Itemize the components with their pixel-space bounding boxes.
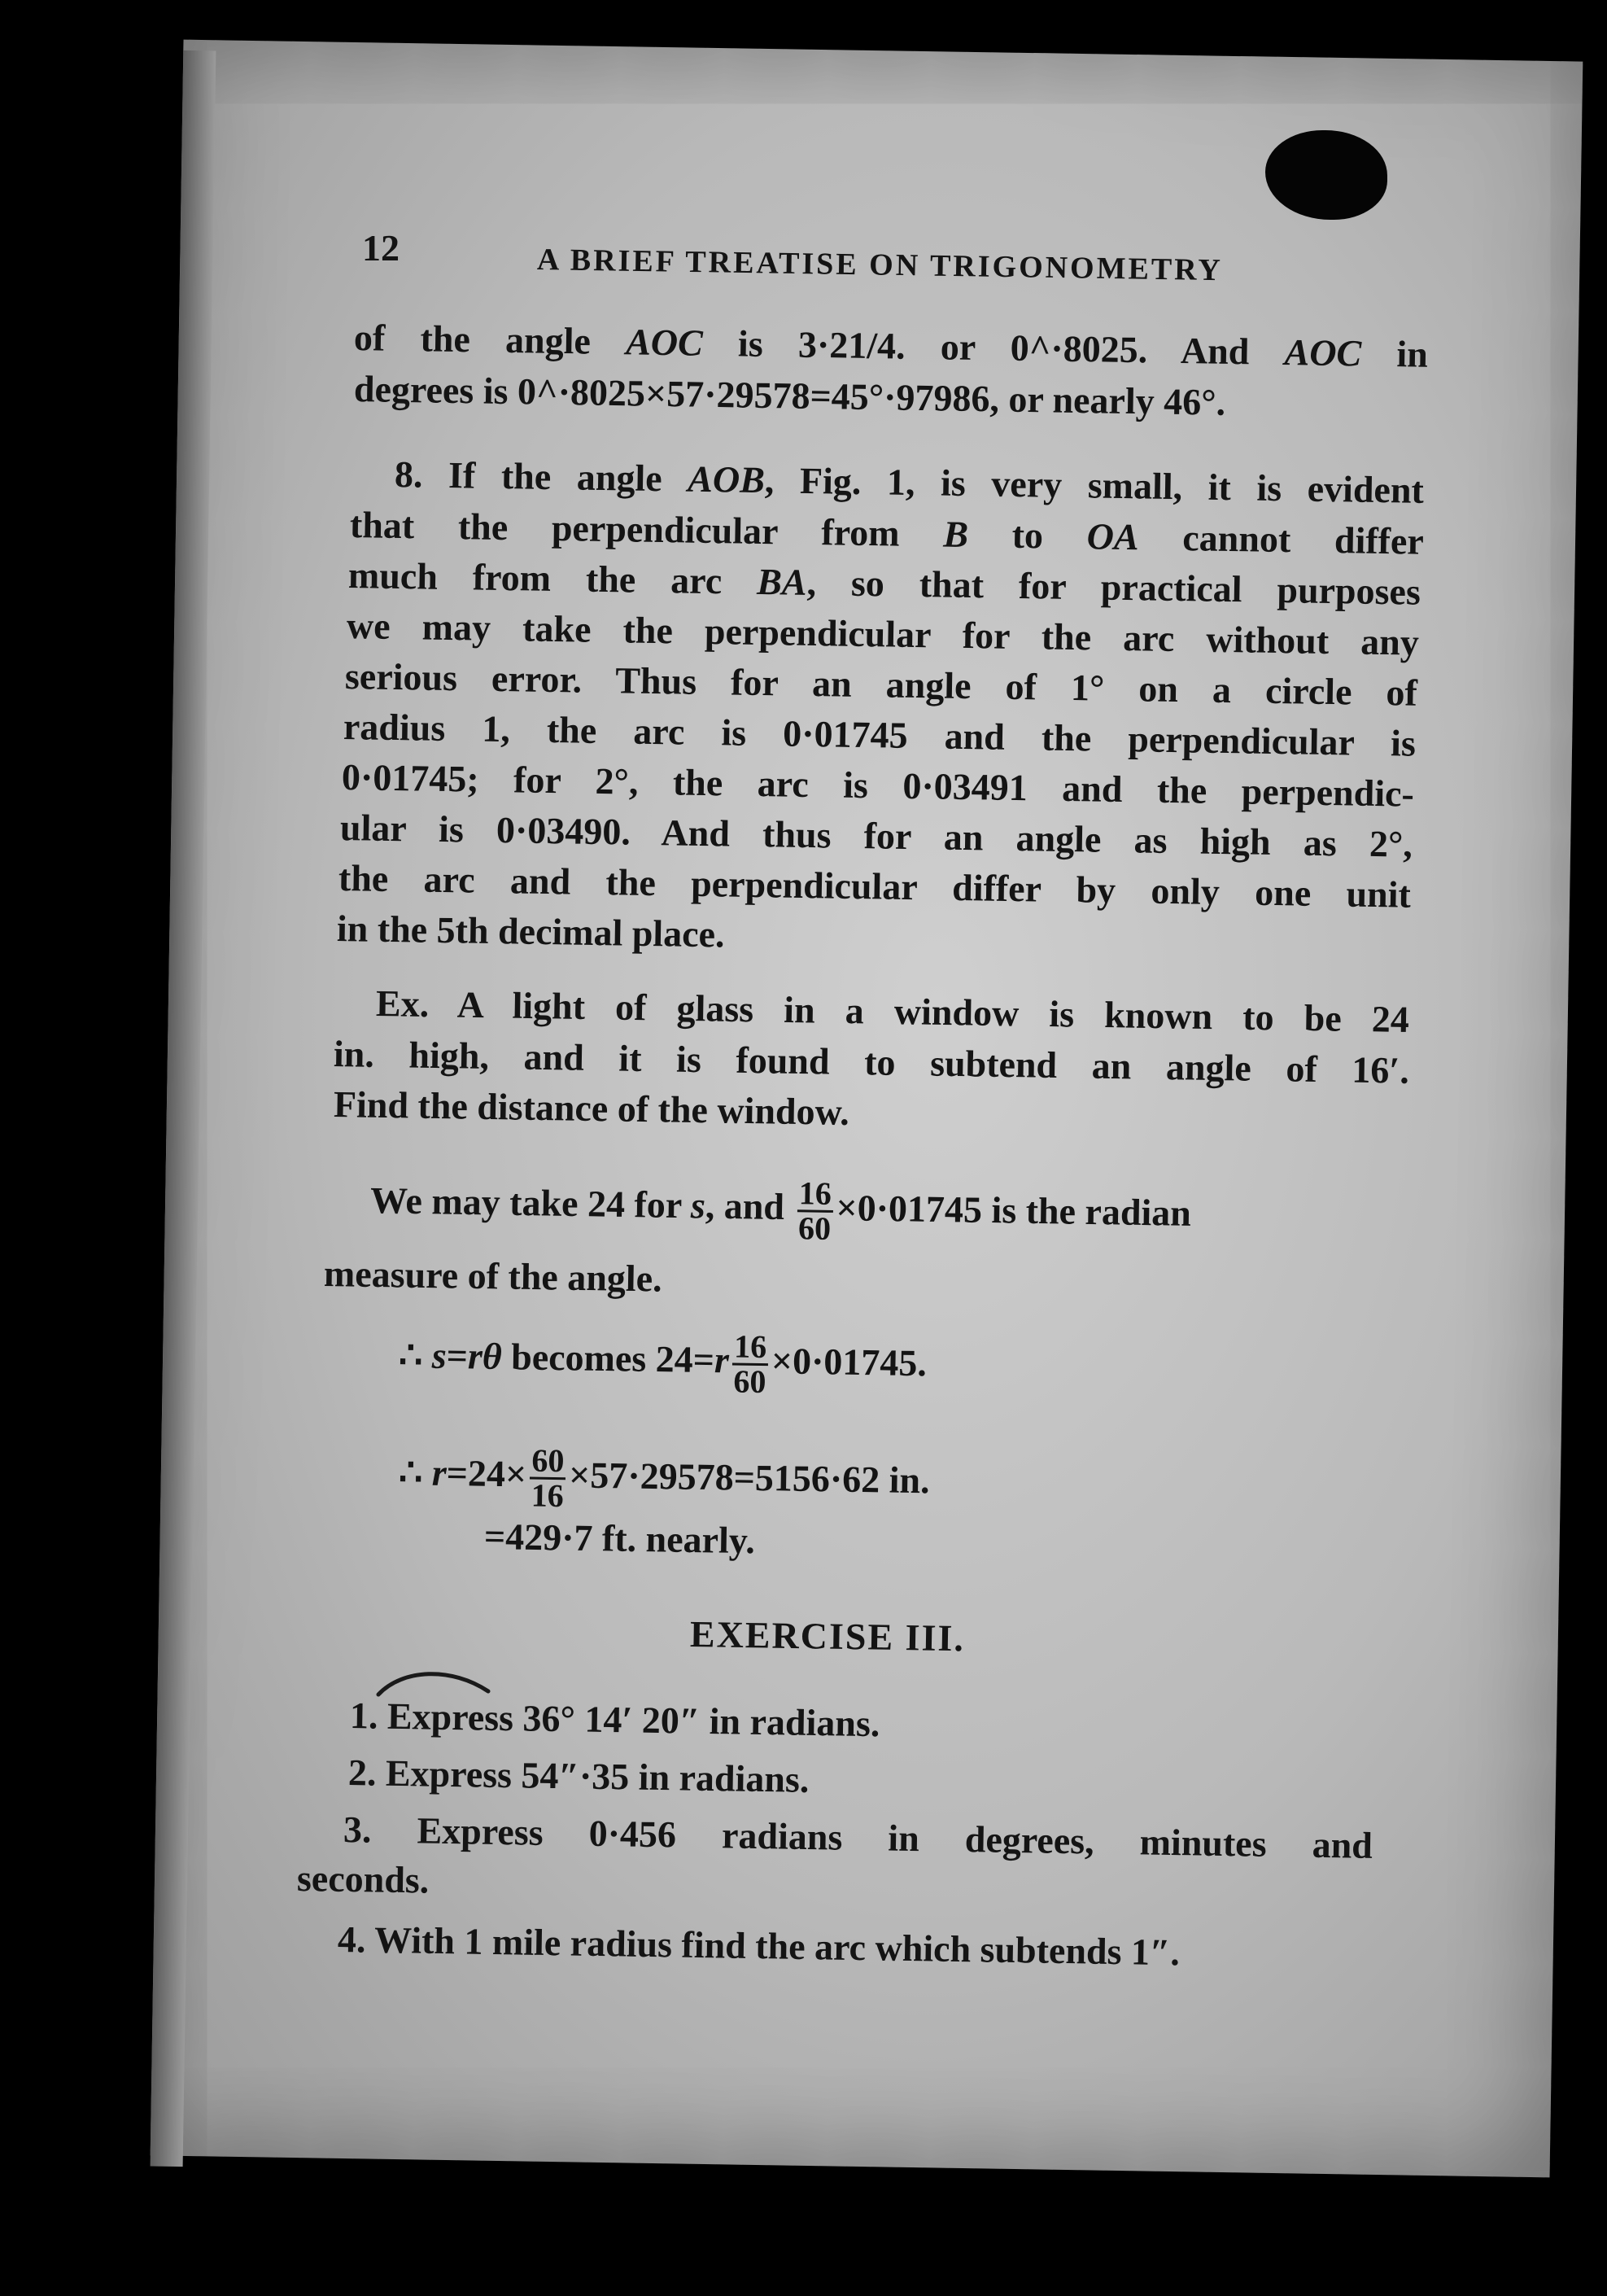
math-var: B xyxy=(942,513,969,555)
text-run: ×57·29578=5156·62 in. xyxy=(568,1454,930,1502)
math-var: OA xyxy=(1086,515,1140,558)
fraction xyxy=(731,1327,768,1401)
math-var: r xyxy=(714,1339,730,1381)
equation-1 xyxy=(398,1325,927,1401)
para8-line-5: serious error. Thus for an angle of 1° on a circle of xyxy=(344,655,1418,714)
math-var: AOC xyxy=(1284,330,1362,374)
math-var: s xyxy=(431,1334,448,1376)
math-var: AOC xyxy=(625,321,704,364)
example-line-1: Ex. A light of glass in a window is known to be 24 xyxy=(375,982,1410,1040)
exercise-item-1: 1. Express 36° 14′ 20″ in radians. xyxy=(349,1695,880,1745)
example-line-3: Find the distance of the window. xyxy=(333,1083,850,1133)
fraction-denominator: 16 xyxy=(531,1476,565,1515)
text-run: , so that for practical purposes xyxy=(806,561,1421,613)
text-run: = xyxy=(446,1334,469,1377)
para8-line-7: 0·01745; for 2°, the arc is 0·03491 and the perpendic- xyxy=(341,756,1415,815)
solution-line-2: measure of the angle. xyxy=(323,1253,662,1300)
example-line-2: in. high, and it is found to subtend an angle of 16′. xyxy=(333,1033,1410,1091)
fraction-numerator: 16 xyxy=(797,1177,833,1213)
text-run: of the angle xyxy=(353,317,627,363)
equation-3: =429·7 ft. nearly. xyxy=(483,1515,756,1562)
text-run: much from the arc xyxy=(347,554,758,602)
text-run: 8. If the angle xyxy=(394,453,688,500)
para8-line-10: in the 5th decimal place. xyxy=(336,907,725,956)
exercise-heading: EXERCISE III. xyxy=(689,1613,966,1660)
text-run: ×0·01745. xyxy=(771,1340,928,1384)
solution-line-1 xyxy=(369,1170,1191,1251)
para8-line-8: ular is 0·03490. And thus for an angle as high as 2°, xyxy=(339,807,1413,865)
fraction xyxy=(529,1441,566,1515)
fraction-denominator: 60 xyxy=(797,1209,832,1247)
text-run: , and xyxy=(705,1184,794,1228)
therefore-symbol: ∴ xyxy=(398,1334,433,1376)
page-number: 12 xyxy=(362,227,400,269)
exercise-item-4: 4. With 1 mile radius find the arc which subtends 1″. xyxy=(337,1918,1181,1974)
para8-line-2 xyxy=(350,506,1425,561)
math-var: rθ xyxy=(467,1335,503,1378)
fraction xyxy=(797,1174,833,1247)
text-run: ×0·01745 is the radian xyxy=(836,1187,1192,1234)
text-run: , Fig. 1, is very small, it is evident xyxy=(764,459,1425,511)
intro-line-2: degrees is 0^·8025×57·29578=45°·97986, or nearly 46°. xyxy=(353,368,1226,423)
math-var: s xyxy=(690,1184,706,1227)
text-run: that the perpendicular from xyxy=(349,504,944,555)
math-var: r xyxy=(431,1451,448,1493)
fraction-numerator: 16 xyxy=(732,1330,769,1366)
text-run: =24× xyxy=(446,1451,527,1495)
math-var: AOB xyxy=(687,457,766,501)
therefore-symbol: ∴ xyxy=(398,1451,433,1493)
text-run: is 3·21/4. or 0^·8025. And xyxy=(702,321,1286,373)
equation-2 xyxy=(398,1442,930,1518)
para8-line-1 xyxy=(394,453,1425,511)
para8-line-6: radius 1, the arc is 0·01745 and the perpendicular is xyxy=(343,706,1417,764)
para8-line-3 xyxy=(347,554,1421,613)
para8-line-4: we may take the perpendicular for the arc without any xyxy=(346,605,1420,663)
exercise-item-3: 3. Express 0·456 radians in degrees, minutes and xyxy=(343,1808,1373,1866)
fraction-numerator: 60 xyxy=(530,1445,566,1480)
text-run: becomes 24= xyxy=(501,1336,715,1381)
text-run: to xyxy=(967,513,1088,558)
running-title: A BRIEF TREATISE ON TRIGONOMETRY xyxy=(536,243,1224,288)
exercise-item-3-continued: seconds. xyxy=(296,1857,430,1901)
text-run: in xyxy=(1360,332,1429,375)
text-run: cannot differ xyxy=(1138,516,1425,562)
pencil-mark xyxy=(374,1660,496,1709)
fraction-denominator: 60 xyxy=(733,1362,766,1401)
math-var: BA xyxy=(756,560,807,603)
intro-line-1 xyxy=(354,319,1429,374)
exercise-item-2: 2. Express 54″·35 in radians. xyxy=(347,1752,810,1800)
para8-line-9: the arc and the perpendicular differ by only one unit xyxy=(338,857,1412,916)
text-run: We may take 24 for xyxy=(369,1179,692,1227)
